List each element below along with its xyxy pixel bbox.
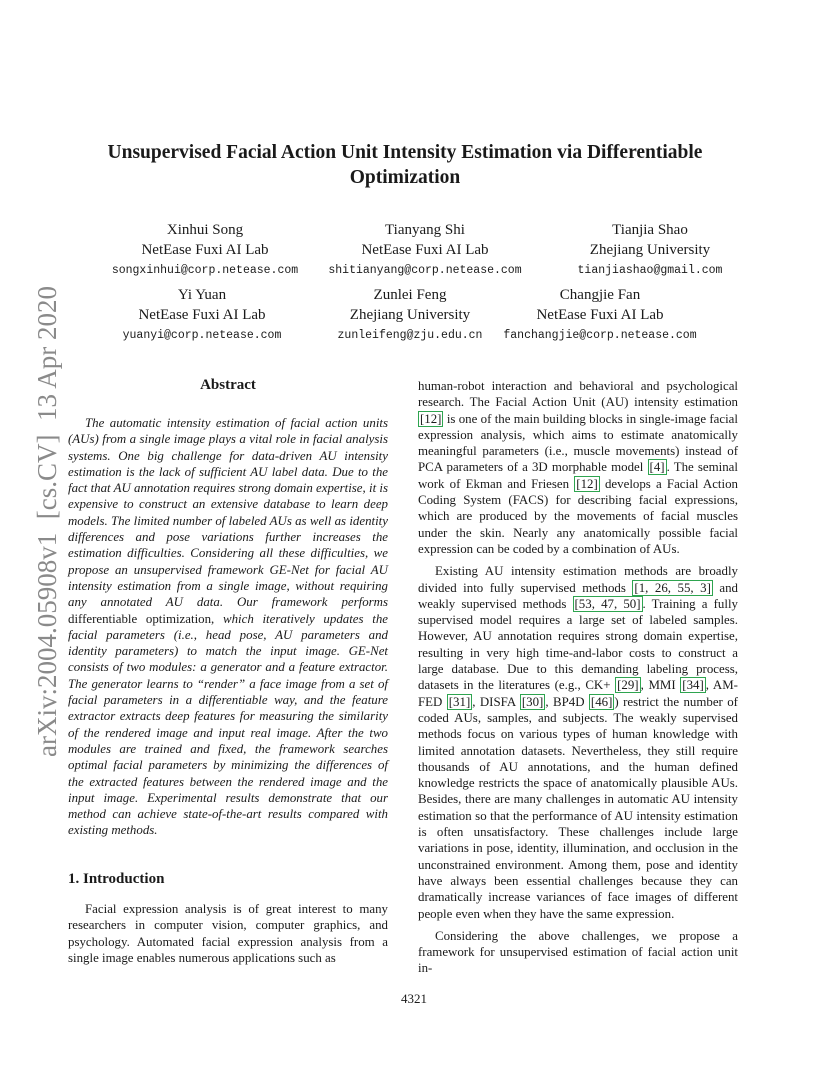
citation-link[interactable]: [30] [521,694,544,709]
text-run: , MMI [640,678,676,693]
author-affiliation: Zhejiang University [349,307,471,323]
citation-link[interactable]: [1, 26, 55, 3] [634,580,711,595]
author-affiliation: NetEase Fuxi AI Lab [536,307,664,323]
author-email: shitianyang@corp.netease.com [328,264,522,277]
intro-paragraph [68,901,388,966]
author-email: tianjiashao@gmail.com [577,264,723,277]
author-block [305,220,545,278]
text-run: human-robot interaction and behavioral and psychological research. The Facial Action Unit (AU) intensity estimation [418,379,738,410]
author-name: Zunlei Feng [373,287,447,303]
author-email: songxinhui@corp.netease.com [111,264,299,277]
citation-link[interactable]: [34] [682,678,704,693]
author-email: zunleifeng@zju.edu.cn [337,329,483,342]
right-column [418,378,738,977]
author-email: yuanyi@corp.netease.com [122,329,282,342]
paper-title [90,140,720,190]
author-block [82,285,322,343]
author-affiliation: NetEase Fuxi AI Lab [138,307,266,323]
text-run: , AM-FED [418,678,738,709]
citation-link[interactable]: [46] [590,694,613,709]
author-block [535,220,765,278]
author-affiliation: NetEase Fuxi AI Lab [361,242,489,258]
abstract-text [68,415,388,839]
abstract-part: which iteratively updates the facial parameters (i.e., head pose, AU parameters and identity parameters) to match the input image. GE-Net consists of two modules: a generator and a feature extractor. The generator learns to “render” a face image from a set of facial parameters in a differentiable way, and the feature extractor extracts deep features for measuring the similarity of the rendered image and input real image. After the two modules are trained and fixed, the framework searches optimal facial parameters by minimizing the differences of the extracted features between the rendered image and the input image. Experimental results demonstrate that our method can achieve state-of-the-art results compared with existing methods. [68,611,388,838]
text-run: Existing AU intensity estimation methods are broadly divided into fully supervised methods [418,564,738,595]
citation-link[interactable]: [4] [649,460,665,475]
abstract-upright-phrase: differentiable optimization, [68,611,215,626]
author-name: Tianyang Shi [385,222,465,238]
paragraph: Considering the above challenges, we propose a framework for unsupervised estimation of facial action unit in- [418,928,738,976]
citation-link[interactable]: [29] [617,678,639,693]
author-name: Xinhui Song [166,222,244,238]
citation-link[interactable]: [53, 47, 50] [574,596,641,611]
citation-link[interactable]: [31] [448,694,471,709]
abstract-part: The automatic intensity estimation of facial action units (AUs) from a single image plays a vital role in facial analysis systems. One big challenge for data-driven AU intensity estimation is the lack of sufficient AU label data. Due to the fact that AU annotation requires strong domain expertise, it is expensive to construct an extensive database to learn deep models. The limited number of labeled AUs as well as identity differences and pose variations further increases the estimation difficulties. Considering all these difficulties, we propose an unsupervised framework GE-Net for facial AU intensity estimation from a single image, without requiring any annotated AU data. Our framework performs [68,416,388,610]
author-block [78,220,332,278]
text-run: develops a Facial Action Coding System (FACS) for describing facial expressions, which are produced by the movements of facial muscles under the skin. Nearly any anatomically possible facial expression can be coded by a combination of AUs. [418,476,738,556]
text-run: is one of the main building blocks in single-image facial expression analysis, which aims to estimate anatomically meaningful parameters (i.e., muscle movements) instead of PCA parameters of a 3D morphable model [418,411,738,475]
title-line: Optimization [349,167,461,188]
author-email: fanchangjie@corp.netease.com [503,329,697,342]
author-name: Changjie Fan [559,287,641,303]
page-number: 4321 [401,991,427,1006]
text-run: , BP4D [545,694,585,709]
text-run: . The seminal work of Ekman and Friesen [418,460,738,491]
paragraph [418,378,738,557]
author-block [480,285,720,343]
citation-link[interactable]: [12] [576,476,598,491]
abstract-heading: Abstract [200,377,256,393]
author-name: Tianjia Shao [612,222,688,238]
paragraph-text: Facial expression analysis is of great interest to many researchers in computer vision, computer graphics, and psychology. Automated facial expression analysis from a single image enables numerous applications such as [68,902,388,965]
title-line: Unsupervised Facial Action Unit Intensity Estimation via Differentiable [107,142,703,163]
citation-link[interactable]: [12] [420,411,442,426]
section-heading: 1. Introduction [68,871,165,887]
arxiv-stamp: arXiv:2004.05908v1 [cs.CV] 13 Apr 2020 [32,286,62,757]
text-run: ) restrict the number of coded AUs, samples, and subjects. The weakly supervised methods focus on various types of human knowledge with limited annotation datasets. Nevertheless, they still require thousands of AU annotations, and the human defined knowledge restricts the space of anatomically plausible AUs. Besides, there are many challenges in automatic AU intensity estimation so that the performance of AU intensity estimation is often unsatisfactory. These challenges include large variations in pose, identity, illumination, and occlusion in the unconstrained environment. Among them, pose and identity have always been essential challenges because they can dramatically increase variances of face images of different people even when they have the same expression. [418,694,738,921]
text-run: and weakly supervised methods [418,580,738,611]
text-run: , DISFA [472,694,516,709]
text-run: . Training a fully supervised model requires a large set of labeled samples. However, AU annotation requires strong domain expertise, resulting in very high time-and-labor costs to construct a large database. Due to this demanding labeling process, datasets in the literatures (e.g., CK+ [418,596,738,693]
author-affiliation: Zhejiang University [589,242,711,258]
author-name: Yi Yuan [177,287,227,303]
paragraph [418,563,738,922]
author-affiliation: NetEase Fuxi AI Lab [141,242,269,258]
